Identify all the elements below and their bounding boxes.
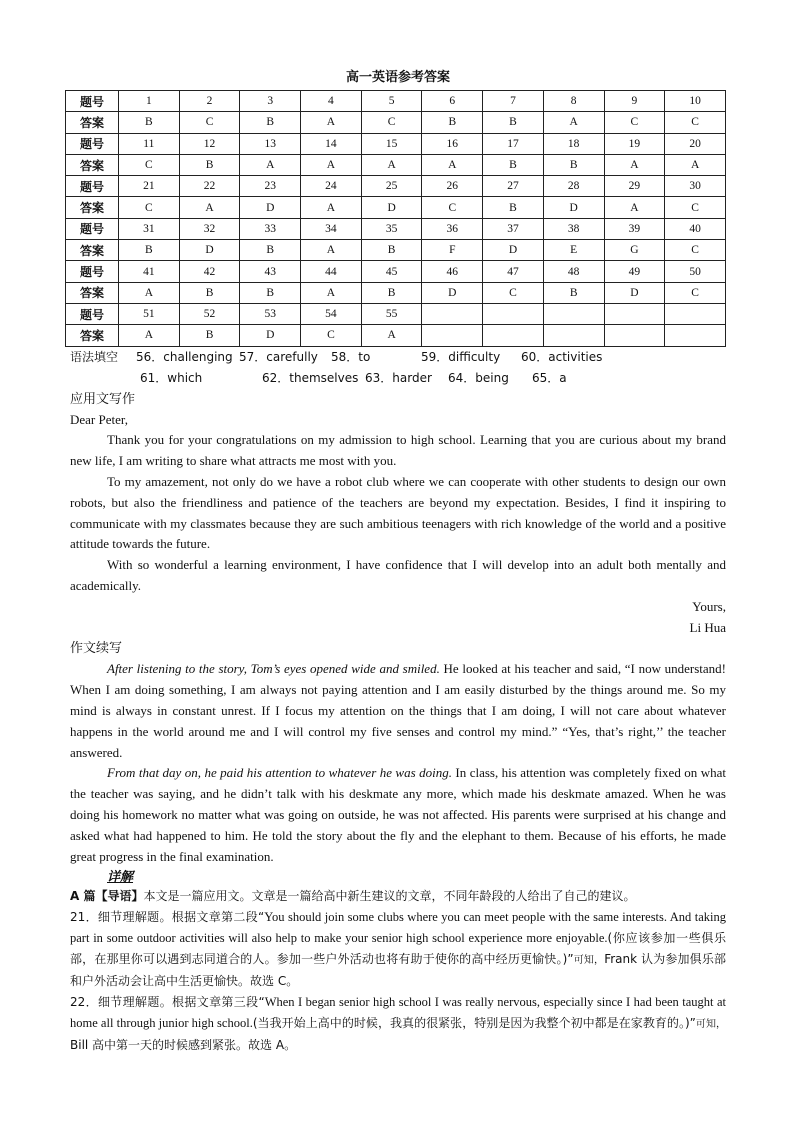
question-21-explanation bbox=[70, 907, 726, 992]
question-number-cell: 49 bbox=[604, 261, 665, 282]
question-number-cell: 32 bbox=[179, 218, 240, 239]
question-number-cell: 14 bbox=[301, 133, 362, 154]
question-number-cell: 47 bbox=[483, 261, 544, 282]
answer-cell: B bbox=[240, 240, 301, 261]
answer-cell: B bbox=[361, 282, 422, 303]
question-number-cell: 4 bbox=[301, 91, 362, 112]
question-number-row bbox=[66, 303, 726, 324]
answer-cell: A bbox=[301, 112, 362, 133]
question-number-cell: 41 bbox=[119, 261, 180, 282]
question-number-row bbox=[66, 176, 726, 197]
question-number-cell: 2 bbox=[179, 91, 240, 112]
answer-cell bbox=[483, 325, 544, 346]
explanation-connector: 可知， bbox=[695, 1019, 727, 1031]
answer-cell: D bbox=[179, 240, 240, 261]
answer-cell: E bbox=[543, 240, 604, 261]
answer-cell: C bbox=[604, 112, 665, 133]
question-number-cell: 26 bbox=[422, 176, 483, 197]
answer-cell: A bbox=[604, 154, 665, 175]
grammar-fill-row-1 bbox=[70, 347, 726, 368]
question-number-cell: 40 bbox=[665, 218, 726, 239]
answer-row bbox=[66, 325, 726, 346]
grammar-fill-section bbox=[70, 347, 726, 389]
continuation-paragraph-2 bbox=[70, 763, 726, 867]
question-number-cell: 33 bbox=[240, 218, 301, 239]
continuation-lead-sentence: After listening to the story, Tom’s eyes opened wide and smiled. bbox=[107, 661, 440, 677]
answer-row bbox=[66, 240, 726, 261]
question-label-cell: 题号 bbox=[66, 303, 119, 324]
question-number-cell: 18 bbox=[543, 133, 604, 154]
question-number-cell: 17 bbox=[483, 133, 544, 154]
grammar-answer: 57．carefully bbox=[239, 349, 318, 364]
letter-signature: Li Hua bbox=[689, 619, 726, 635]
grammar-answer: 58．to bbox=[331, 349, 371, 364]
answer-cell: C bbox=[179, 112, 240, 133]
question-number-cell: 23 bbox=[240, 176, 301, 197]
answer-cell: D bbox=[240, 325, 301, 346]
question-number-cell: 21 bbox=[119, 176, 180, 197]
page-title: 高一英语参考答案 bbox=[345, 70, 450, 85]
question-number-cell: 39 bbox=[604, 218, 665, 239]
answer-cell: B bbox=[483, 154, 544, 175]
answer-label-cell: 答案 bbox=[66, 154, 119, 175]
answer-cell: D bbox=[483, 240, 544, 261]
answer-cell: C bbox=[665, 282, 726, 303]
continuation-text: In class, his attention was completely fixed on what the teacher was saying, and he didn’t talk with his deskmate any more, which made his deskmate amazed. When he was doing his homework no matter what was going on outside, he was not affected. His parents were surprised at his change and asked what had happened to him. He told the story about the fly and the elephant to them. Because of his efforts, he made great progress in the final examination. bbox=[70, 765, 726, 864]
question-number-cell: 54 bbox=[301, 303, 362, 324]
answer-cell: C bbox=[665, 197, 726, 218]
question-number-cell bbox=[604, 303, 665, 324]
question-label-cell: 题号 bbox=[66, 218, 119, 239]
answer-label-cell: 答案 bbox=[66, 112, 119, 133]
answer-cell: B bbox=[483, 197, 544, 218]
question-number-cell: 30 bbox=[665, 176, 726, 197]
question-label-cell: 题号 bbox=[66, 176, 119, 197]
question-number-cell: 5 bbox=[361, 91, 422, 112]
answer-cell: A bbox=[119, 325, 180, 346]
answer-cell: A bbox=[361, 154, 422, 175]
answer-cell: D bbox=[543, 197, 604, 218]
answer-cell: B bbox=[179, 154, 240, 175]
question-number-cell: 48 bbox=[543, 261, 604, 282]
question-number-cell: 6 bbox=[422, 91, 483, 112]
answer-cell bbox=[665, 325, 726, 346]
answer-cell: B bbox=[179, 325, 240, 346]
question-number-row bbox=[66, 91, 726, 112]
answer-row bbox=[66, 197, 726, 218]
question-number-cell: 53 bbox=[240, 303, 301, 324]
letter-paragraph: With so wonderful a learning environment, I have confidence that I will develop into an adult both mentally and academically. bbox=[70, 557, 726, 593]
question-number-cell bbox=[543, 303, 604, 324]
answer-cell: B bbox=[422, 112, 483, 133]
answer-cell: D bbox=[604, 282, 665, 303]
grammar-answer: 64．being bbox=[448, 370, 509, 385]
answer-cell: C bbox=[119, 154, 180, 175]
answer-table bbox=[65, 90, 726, 347]
answer-cell: A bbox=[301, 282, 362, 303]
grammar-answer: 65．a bbox=[532, 370, 567, 385]
answer-cell: B bbox=[119, 240, 180, 261]
grammar-answer: 61．which bbox=[140, 370, 203, 385]
question-number-cell: 44 bbox=[301, 261, 362, 282]
continuation-paragraph-1 bbox=[70, 659, 726, 763]
explanation-conclusion: Bill 高中第一天的时候感到紧张。故选 A。 bbox=[70, 1038, 297, 1053]
question-number-cell: 11 bbox=[119, 133, 180, 154]
answer-cell: C bbox=[301, 325, 362, 346]
answer-cell: A bbox=[301, 240, 362, 261]
question-number-cell: 46 bbox=[422, 261, 483, 282]
grammar-answer: 60．activities bbox=[521, 349, 603, 364]
answer-cell: A bbox=[604, 197, 665, 218]
continuation-heading: 作文续写 bbox=[70, 641, 123, 657]
question-number-row bbox=[66, 133, 726, 154]
question-number-cell: 28 bbox=[543, 176, 604, 197]
answer-cell: F bbox=[422, 240, 483, 261]
question-number-cell: 15 bbox=[361, 133, 422, 154]
answer-cell bbox=[604, 325, 665, 346]
passage-a-text: 本文是一篇应用文。文章是一篇给高中新生建议的文章，不同年龄段的人给出了自己的建议。 bbox=[143, 889, 636, 904]
answer-cell: A bbox=[179, 197, 240, 218]
answer-cell: D bbox=[361, 197, 422, 218]
answer-cell: A bbox=[301, 197, 362, 218]
quoted-translation: (你应该参加一些俱乐部，在那里你可以遇到志同道合的人。参加一些户外活动也将有助于使你的高中经历更愉快。)” bbox=[70, 931, 726, 967]
answer-cell bbox=[543, 325, 604, 346]
question-number-cell: 51 bbox=[119, 303, 180, 324]
question-number-cell: 16 bbox=[422, 133, 483, 154]
letter-closing: Yours, bbox=[692, 598, 726, 614]
answer-cell: A bbox=[665, 154, 726, 175]
answer-cell: B bbox=[543, 154, 604, 175]
question-label-cell: 题号 bbox=[66, 133, 119, 154]
question-number-cell: 24 bbox=[301, 176, 362, 197]
question-number-cell: 10 bbox=[665, 91, 726, 112]
question-number-row bbox=[66, 261, 726, 282]
explanation-connector: 可知， bbox=[573, 955, 605, 967]
grammar-fill-label: 语法填空 bbox=[70, 349, 119, 364]
answer-label-cell: 答案 bbox=[66, 240, 119, 261]
answer-cell bbox=[422, 325, 483, 346]
answer-cell: C bbox=[483, 282, 544, 303]
question-number-cell bbox=[422, 303, 483, 324]
answer-cell: B bbox=[483, 112, 544, 133]
answer-cell: B bbox=[240, 112, 301, 133]
question-number-cell: 38 bbox=[543, 218, 604, 239]
answer-row bbox=[66, 282, 726, 303]
question-number-cell: 37 bbox=[483, 218, 544, 239]
grammar-fill-row-2 bbox=[70, 368, 726, 389]
quoted-english: When I began senior high school I was really nervous, especially since I had been taught at home all through junior high school. bbox=[70, 995, 727, 1031]
answer-cell: C bbox=[119, 197, 180, 218]
answer-cell: A bbox=[543, 112, 604, 133]
letter-paragraph: To my amazement, not only do we have a robot club where we can cooperate with other students to design our own robots, but also the friendliness and patience of the teachers are beyond my expectation. Besides, I find it inspiring to communicate with my classmates because they are such ambitious teenagers with rich knowledge of the world and a positive attitude towards the future. bbox=[70, 473, 726, 552]
question-number-cell: 19 bbox=[604, 133, 665, 154]
answer-cell: B bbox=[543, 282, 604, 303]
grammar-answer: 59．difficulty bbox=[421, 349, 501, 364]
question-number-cell: 27 bbox=[483, 176, 544, 197]
question-number-cell bbox=[483, 303, 544, 324]
quoted-english: You should join some clubs where you can meet people with the same interests. And taking part in some outdoor activities will also help to make your senior high school experience more enjoyable. bbox=[70, 910, 726, 946]
answer-row bbox=[66, 154, 726, 175]
answer-label-cell: 答案 bbox=[66, 325, 119, 346]
continuation-text: He looked at his teacher and said, “I now understand! When I am doing something, I am always not paying attention and I am easily disturbed by the things around me. So my mind is always in constant unrest. If I focus my attention on the things that I am doing, I will not care about whatever happens in the world around me and I will control my five senses and control my mind.” “Yes, that’s right,’’ the teacher answered. bbox=[70, 661, 726, 760]
question-number-cell: 42 bbox=[179, 261, 240, 282]
question-label-cell: 题号 bbox=[66, 261, 119, 282]
quoted-translation: (当我开始上高中的时候，我真的很紧张，特别是因为我整个初中都是在家教育的。)” bbox=[252, 1016, 696, 1031]
answer-cell: A bbox=[240, 154, 301, 175]
explanation-conclusion: Frank 认为参加俱乐部和户外活动会让高中生活更愉快。故选 C。 bbox=[70, 952, 727, 989]
question-number-cell: 31 bbox=[119, 218, 180, 239]
answer-cell: A bbox=[361, 325, 422, 346]
explanation-heading: 详解 bbox=[107, 869, 134, 885]
letter-paragraph: Thank you for your congratulations on my admission to high school. Learning that you are curious about my brand new life, I am writing to share what attracts me most with you. bbox=[70, 432, 726, 469]
answer-cell: C bbox=[422, 197, 483, 218]
grammar-answer: 62．themselves bbox=[262, 370, 359, 385]
question-number-cell: 20 bbox=[665, 133, 726, 154]
question-number-cell: 13 bbox=[240, 133, 301, 154]
passage-a-label: A 篇【导语】 bbox=[70, 889, 144, 904]
answer-cell: A bbox=[422, 154, 483, 175]
question-number-cell: 9 bbox=[604, 91, 665, 112]
grammar-answer: 56．challenging bbox=[136, 349, 233, 364]
answer-cell: A bbox=[119, 282, 180, 303]
answer-cell: B bbox=[240, 282, 301, 303]
answer-cell: C bbox=[665, 240, 726, 261]
question-22-explanation bbox=[70, 992, 726, 1056]
question-number-cell: 45 bbox=[361, 261, 422, 282]
answer-row bbox=[66, 112, 726, 133]
question-number-cell: 29 bbox=[604, 176, 665, 197]
answer-cell: B bbox=[119, 112, 180, 133]
question-number-cell: 35 bbox=[361, 218, 422, 239]
answer-label-cell: 答案 bbox=[66, 197, 119, 218]
answer-cell: D bbox=[240, 197, 301, 218]
question-number-cell: 8 bbox=[543, 91, 604, 112]
answer-cell: C bbox=[665, 112, 726, 133]
question-number-cell: 36 bbox=[422, 218, 483, 239]
question-number-cell: 34 bbox=[301, 218, 362, 239]
question-number-cell: 7 bbox=[483, 91, 544, 112]
question-number-cell: 50 bbox=[665, 261, 726, 282]
passage-a-intro bbox=[70, 886, 726, 907]
question-number-cell: 43 bbox=[240, 261, 301, 282]
answer-label-cell: 答案 bbox=[66, 282, 119, 303]
answer-cell: D bbox=[422, 282, 483, 303]
question-number-cell: 25 bbox=[361, 176, 422, 197]
explanation-prefix: 22．细节理解题。根据文章第三段“ bbox=[70, 995, 265, 1010]
question-number-cell: 52 bbox=[179, 303, 240, 324]
question-label-cell: 题号 bbox=[66, 91, 119, 112]
answer-cell: G bbox=[604, 240, 665, 261]
question-number-cell: 1 bbox=[119, 91, 180, 112]
question-number-cell: 55 bbox=[361, 303, 422, 324]
question-number-cell: 3 bbox=[240, 91, 301, 112]
answer-cell: A bbox=[301, 154, 362, 175]
explanation-prefix: 21．细节理解题。根据文章第二段“ bbox=[70, 910, 265, 925]
answer-cell: C bbox=[361, 112, 422, 133]
answer-cell: B bbox=[179, 282, 240, 303]
practical-writing-heading: 应用文写作 bbox=[70, 391, 136, 407]
continuation-lead-sentence: From that day on, he paid his attention to whatever he was doing. bbox=[107, 765, 452, 781]
question-number-cell bbox=[665, 303, 726, 324]
question-number-cell: 12 bbox=[179, 133, 240, 154]
grammar-answer: 63．harder bbox=[365, 370, 432, 385]
answer-key-page bbox=[70, 66, 726, 1056]
question-number-row bbox=[66, 218, 726, 239]
letter-greeting: Dear Peter, bbox=[70, 411, 128, 427]
answer-cell: B bbox=[361, 240, 422, 261]
question-number-cell: 22 bbox=[179, 176, 240, 197]
